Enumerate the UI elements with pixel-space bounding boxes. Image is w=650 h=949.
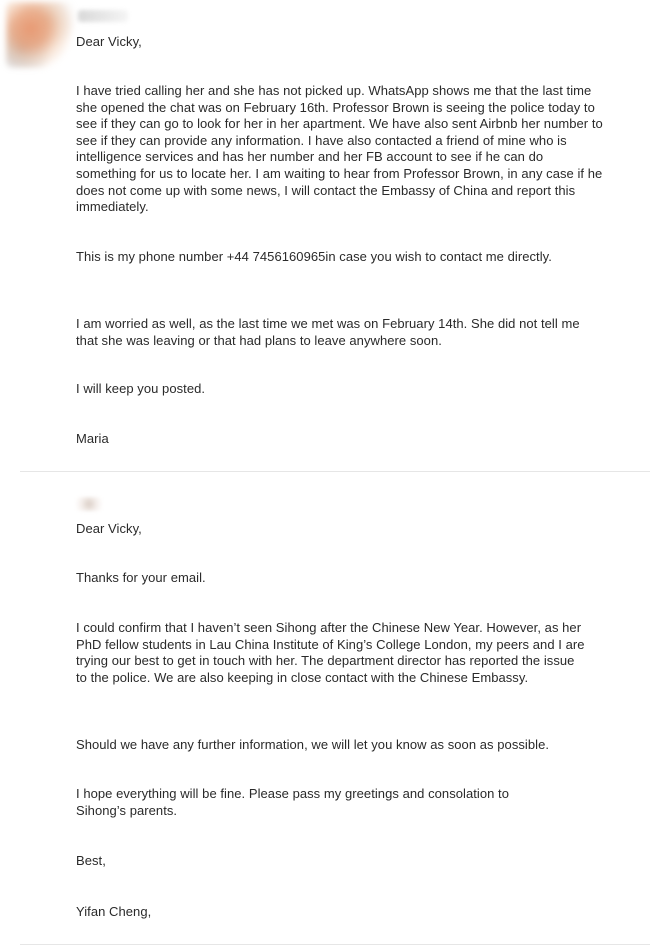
email-greeting: Dear Vicky, [76, 34, 142, 49]
email-signature: Maria [76, 431, 109, 446]
email-paragraph: I am worried as well, as the last time we met was on February 14th. She did not tell me that she was leaving or that had plans to leave anywhere soon. [76, 316, 580, 348]
email-greeting: Dear Vicky, [76, 521, 142, 536]
message-divider [20, 944, 650, 945]
email-message-yifan[interactable] [0, 472, 650, 949]
email-paragraph: This is my phone number +44 7456160965in case you wish to contact me directly. [76, 249, 552, 264]
email-paragraph: I have tried calling her and she has not picked up. WhatsApp shows me that the last time she opened the chat was on February 16th. Professor Brown is seeing the police today to see if they can go to look for her in her apartment. We have also sent Airbnb her number to see if they can provide any information. I have also contacted a friend of mine who is intelligence services and has her number and her FB account to see if he can do something for us to locate her. I am waiting to hear from Professor Brown, in any case if he does not come up with some news, I will contact the Embassy of China and report this immediately. [76, 83, 603, 215]
email-closing: Best, [76, 853, 106, 868]
email-paragraph: I could confirm that I haven’t seen Sihong after the Chinese New Year. However, as her PhD fellow students in Lau China Institute of King’s College London, my peers and I are trying our best to get in touch with her. The department director has reported the issue to the police. We are also keeping in close contact with the Chinese Embassy. [76, 620, 585, 685]
email-signature: Yifan Cheng, [76, 904, 152, 919]
sender-name-blurred [78, 10, 128, 22]
sender-name-blurred [76, 497, 102, 511]
email-paragraph: I will keep you posted. [76, 381, 206, 396]
email-paragraph: Should we have any further information, we will let you know as soon as possible. [76, 737, 550, 752]
email-message-maria[interactable] [0, 0, 650, 472]
email-paragraph: I hope everything will be fine. Please pass my greetings and consolation to Sihong’s parents. [76, 786, 510, 818]
sender-avatar-blurred [6, 2, 76, 68]
email-paragraph: Thanks for your email. [76, 570, 206, 585]
